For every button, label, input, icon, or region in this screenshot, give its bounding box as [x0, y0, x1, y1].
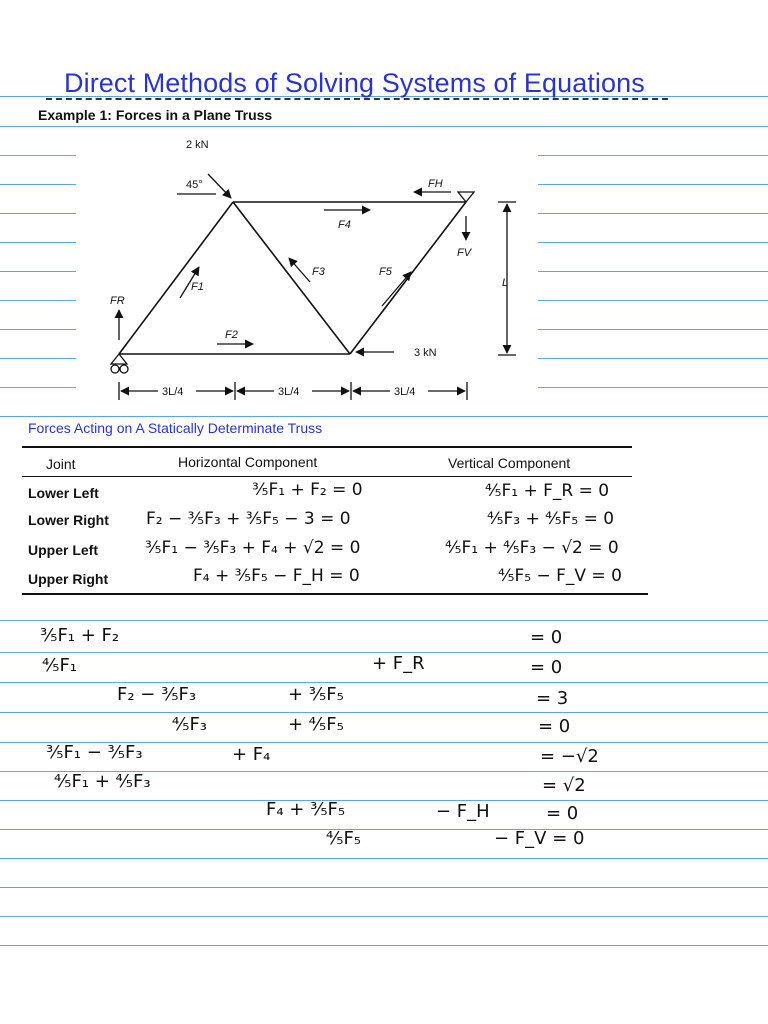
- f4-label: F4: [338, 219, 351, 231]
- column-header-horizontal: Horizontal Component: [178, 454, 318, 470]
- ruled-line: [538, 358, 768, 359]
- system-row-4-rhs: = 0: [538, 716, 571, 737]
- ruled-line: [0, 682, 768, 683]
- page-title: Direct Methods of Solving Systems of Equations: [64, 68, 645, 98]
- system-row-5-rhs: = −√2: [540, 746, 599, 767]
- joint-label: Upper Right: [28, 571, 109, 587]
- system-row-3-rhs: = 3: [536, 688, 569, 709]
- system-row-4-term-b: + ⁴⁄₅F₅: [288, 714, 344, 735]
- ruled-line: [0, 300, 76, 301]
- ruled-line: [538, 300, 768, 301]
- ruled-line: [538, 213, 768, 214]
- fr-label: FR: [110, 295, 125, 307]
- ruled-line: [538, 329, 768, 330]
- angle-label: 45°: [186, 179, 203, 191]
- ruled-line: [0, 416, 768, 417]
- horizontal-equation: F₂ − ³⁄₅F₃ + ³⁄₅F₅ − 3 = 0: [146, 509, 351, 529]
- table-heading: Forces Acting on A Statically Determinate Truss: [28, 420, 323, 436]
- width-label-1: 3L/4: [162, 386, 184, 398]
- column-header-joint: Joint: [46, 456, 76, 472]
- ruled-line: [0, 887, 768, 888]
- left-roller-support: [111, 354, 128, 373]
- ruled-line: [0, 858, 768, 859]
- system-row-1-terms: ³⁄₅F₁ + F₂: [40, 625, 120, 646]
- ruled-line: [538, 271, 768, 272]
- ruled-line: [0, 213, 76, 214]
- ruled-line: [0, 184, 76, 185]
- load-2kn-label: 2 kN: [186, 139, 209, 151]
- ruled-line: [0, 916, 768, 917]
- system-row-4-term-a: ⁴⁄₅F₃: [172, 714, 208, 735]
- system-row-6-rhs: = √2: [542, 775, 586, 796]
- system-row-2-rhs: = 0: [530, 657, 563, 678]
- fh-label: FH: [428, 178, 443, 190]
- system-row-2-term-b: + F_R: [372, 653, 425, 674]
- table-bottom-rule: [22, 593, 648, 595]
- ruled-line: [538, 387, 768, 388]
- system-row-8-term-a: ⁴⁄₅F₅: [326, 828, 362, 849]
- f3-label: F3: [312, 266, 325, 278]
- horizontal-equation: F₄ + ³⁄₅F₅ − F_H = 0: [193, 566, 360, 586]
- vertical-equation: ⁴⁄₅F₁ + F_R = 0: [485, 481, 610, 501]
- ruled-line: [0, 800, 768, 801]
- horizontal-equation: ³⁄₅F₁ − ³⁄₅F₃ + F₄ + √2 = 0: [145, 538, 361, 558]
- ruled-line: [0, 242, 76, 243]
- system-row-8-term-b: − F_V = 0: [494, 828, 585, 849]
- ruled-line: [0, 620, 768, 621]
- truss-members: [119, 202, 466, 354]
- f2-label: F2: [225, 329, 238, 341]
- ruled-line: [0, 712, 768, 713]
- ruled-line: [0, 829, 768, 830]
- ruled-line: [0, 155, 76, 156]
- ruled-line: [0, 271, 76, 272]
- f1-label: F1: [191, 281, 204, 293]
- ruled-line: [0, 126, 768, 127]
- horizontal-equation: ³⁄₅F₁ + F₂ = 0: [252, 480, 363, 500]
- system-row-7-rhs: = 0: [546, 803, 579, 824]
- ruled-line: [0, 945, 768, 946]
- system-row-3-term-a: F₂ − ³⁄₅F₃: [117, 684, 197, 705]
- example-heading: Example 1: Forces in a Plane Truss: [38, 107, 273, 123]
- system-row-5-term-b: + F₄: [232, 744, 271, 765]
- ruled-line: [538, 155, 768, 156]
- system-row-7-term-a: F₄ + ³⁄₅F₅: [266, 799, 346, 820]
- system-row-2-term-a: ⁴⁄₅F₁: [42, 655, 78, 676]
- table-header-rule: [22, 476, 632, 477]
- ruled-line: [538, 184, 768, 185]
- vertical-equation: ⁴⁄₅F₁ + ⁴⁄₅F₃ − √2 = 0: [445, 538, 619, 558]
- width-label-3: 3L/4: [394, 386, 416, 398]
- table-top-rule: [22, 446, 632, 448]
- joint-label: Lower Right: [28, 512, 109, 528]
- ruled-line: [0, 387, 76, 388]
- vertical-equation: ⁴⁄₅F₅ − F_V = 0: [498, 566, 622, 586]
- ruled-line: [538, 242, 768, 243]
- load-3kn-label: 3 kN: [414, 347, 437, 359]
- truss-diagram: [76, 132, 538, 408]
- fv-label: FV: [457, 247, 472, 259]
- ruled-line: [0, 358, 76, 359]
- system-row-6-term-a: ⁴⁄₅F₁ + ⁴⁄₅F₃: [54, 771, 151, 792]
- vertical-equation: ⁴⁄₅F₃ + ⁴⁄₅F₅ = 0: [487, 509, 615, 529]
- height-label: L: [502, 277, 509, 289]
- joint-label: Lower Left: [28, 485, 99, 501]
- column-header-vertical: Vertical Component: [448, 455, 571, 471]
- system-row-5-term-a: ³⁄₅F₁ − ³⁄₅F₃: [46, 742, 143, 763]
- ruled-line: [0, 329, 76, 330]
- system-row-1-rhs: = 0: [530, 627, 563, 648]
- right-pin-support: [458, 192, 474, 202]
- f5-label: F5: [379, 266, 392, 278]
- joint-label: Upper Left: [28, 542, 98, 558]
- system-row-7-term-b: − F_H: [436, 801, 490, 822]
- system-row-3-term-b: + ³⁄₅F₅: [288, 684, 344, 705]
- title-underline: [46, 98, 668, 100]
- width-label-2: 3L/4: [278, 386, 300, 398]
